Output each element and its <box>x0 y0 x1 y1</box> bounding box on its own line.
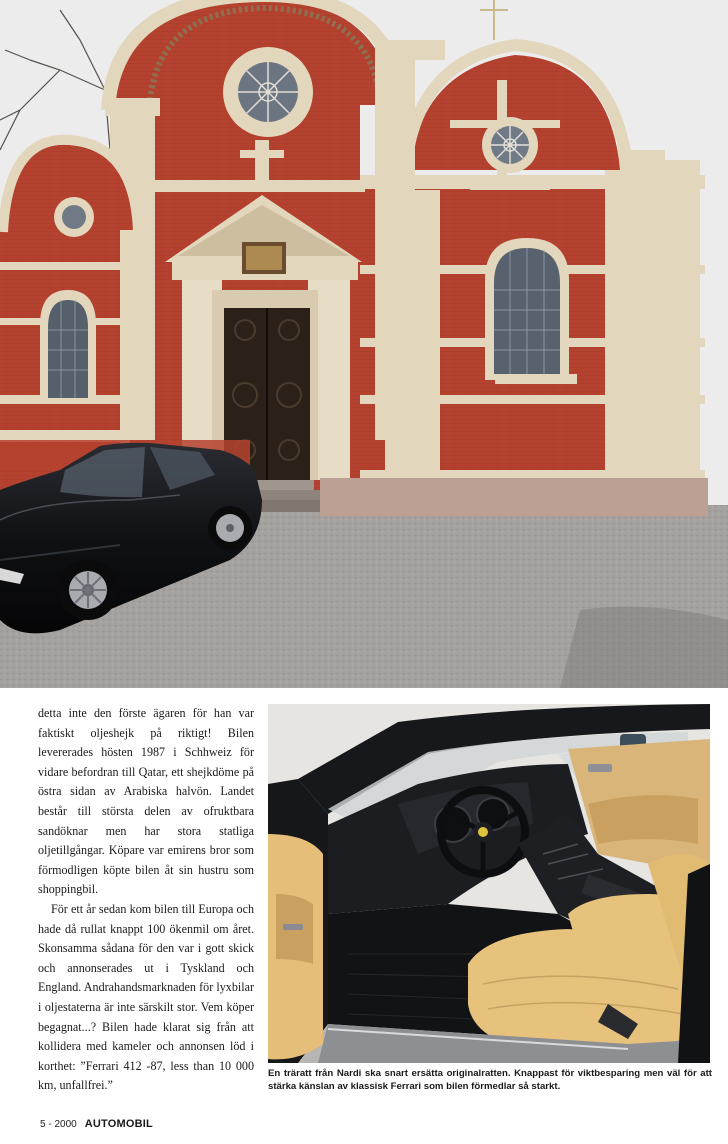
ferrari-interior-illustration <box>268 704 710 1063</box>
photo-caption: En träratt från Nardi ska snart ersätta originalratten. Knappast för viktbesparing men väl för att stärka känslan av klassisk Ferrari som bilen förmedlar så starkt. <box>268 1068 712 1092</box>
ferrari-interior-photo <box>268 704 710 1063</box>
magazine-logo: AUTOMOBIL <box>84 1118 153 1130</box>
page-number: 5 - 2000 <box>40 1119 77 1130</box>
article-text-column <box>38 704 254 1094</box>
article-paragraph: För ett år sedan kom bilen till Europa och hade då rullat knappt 100 ökenmil om året. Skonsamma sådana för den var i gott skick och annonserades ut i Tyskland och England. Andrahandsmarknaden för lyxbilar i oljestaterna är inte särskilt stor. Vem köper begagnat...? Bilen hade klarat sig från att kollidera med kameler och annonsen löd i korthet: ”Ferrari 412 -87, less than 10 000 km, unfallfrei.” <box>38 901 254 1093</box>
article-paragraph: detta inte den förste ägaren för han var faktiskt oljeshejk på riktigt! Bilen levererades hösten 1987 i Schhweiz för vidare befordran till Qatar, ett shejkdöme på östra sidan av Arabiska halvön. Landet består till största delen av ofruktbara sandöknar men har stora statliga oljetillgångar. Köpare var emirens bror som förmodligen köpte bilen åt sin hustru som shoppingbil. <box>38 706 254 897</box>
page-footer <box>40 1118 153 1132</box>
